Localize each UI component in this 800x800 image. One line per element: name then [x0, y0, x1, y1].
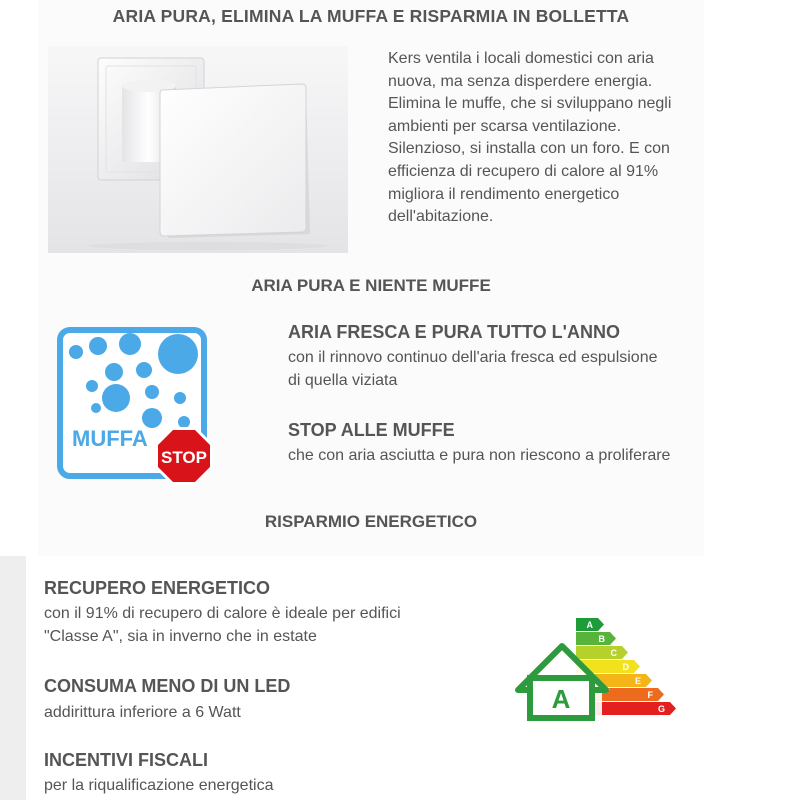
energy-bar-label-f: F	[647, 690, 653, 700]
muffa-stop-icon	[56, 326, 222, 488]
feature-text-recupero: con il 91% di recupero di calore è ideale per edifici "Classe A", sia in inverno che in estate	[44, 605, 401, 645]
energy-class-icon	[508, 616, 676, 726]
page-title: ARIA PURA, ELIMINA LA MUFFA E RISPARMIA IN BOLLETTA	[112, 6, 630, 26]
feature-title-stop-muffe: STOP ALLE MUFFE	[288, 420, 455, 440]
kers-ventilator-image	[48, 46, 348, 253]
feature-title-led: CONSUMA MENO DI UN LED	[44, 676, 291, 696]
energy-bar-label-d: D	[622, 662, 629, 672]
section-title-risparmio: RISPARMIO ENERGETICO	[264, 512, 478, 531]
feature-title-incentivi: INCENTIVI FISCALI	[44, 750, 209, 770]
feature-title-aria-fresca: ARIA FRESCA E PURA TUTTO L'ANNO	[288, 322, 620, 342]
feature-text-aria-fresca: con il rinnovo continuo dell'aria fresca ed espulsione di quella viziata	[288, 349, 658, 389]
energy-bar-label-g: G	[657, 704, 665, 714]
energy-bar-label-c: C	[610, 648, 617, 658]
energy-bar-label-a: A	[586, 620, 593, 630]
muffa-label: MUFFA	[72, 426, 148, 451]
energy-bar-label-e: E	[634, 676, 641, 686]
energy-bar-c	[576, 646, 628, 659]
stop-label: STOP	[161, 448, 207, 467]
intro-paragraph: Kers ventila i locali domestici con aria nuova, ma senza disperdere energia. Elimina le muffe, che si sviluppano negli ambienti per scarsa ventilazione. Silenzioso, si installa con un foro. E con efficienza di recupero di calore al 91% migliora il rendimento energetico dell'abitazione.	[388, 50, 672, 226]
energy-bar-b	[576, 632, 616, 645]
feature-title-recupero: RECUPERO ENERGETICO	[44, 578, 271, 598]
feature-text-incentivi: per la riqualificazione energetica	[44, 777, 274, 794]
house-class-label: A	[551, 684, 571, 714]
energy-bar-label-b: B	[598, 634, 605, 644]
section-title-aria-pura: ARIA PURA E NIENTE MUFFE	[251, 276, 491, 295]
feature-text-stop-muffe: che con aria asciutta e pura non riescono a proliferare	[288, 447, 671, 464]
left-strip	[0, 556, 26, 800]
feature-text-led: addirittura inferiore a 6 Watt	[44, 704, 241, 721]
